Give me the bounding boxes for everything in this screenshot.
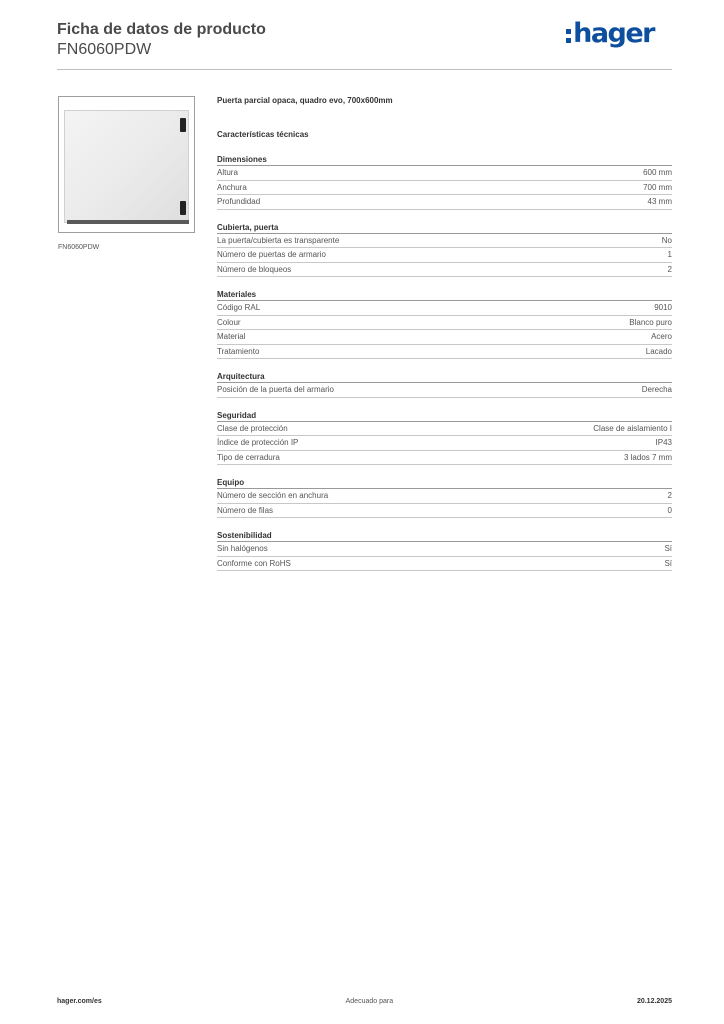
image-caption: FN6060PDW (58, 244, 100, 251)
spec-row (217, 504, 672, 519)
spec-value: Sí (664, 558, 672, 568)
spec-section (217, 154, 672, 210)
product-description: Puerta parcial opaca, quadro evo, 700x600mm (217, 96, 393, 105)
section-title: Dimensiones (217, 154, 672, 166)
spec-section (217, 477, 672, 518)
spec-label: Tratamiento (217, 346, 260, 356)
product-image (58, 96, 195, 233)
spec-label: Sin halógenos (217, 544, 268, 553)
spec-value: 9010 (654, 303, 672, 312)
product-code: FN6060PDW (57, 41, 152, 58)
spec-value: 600 mm (643, 168, 672, 177)
spec-row (217, 422, 672, 437)
spec-value: 43 mm (647, 197, 672, 206)
spec-row (217, 383, 672, 398)
spec-value: IP43 (655, 438, 672, 447)
product-content (217, 96, 672, 571)
spec-row (217, 345, 672, 360)
spec-row (217, 542, 672, 557)
footer-date: 20.12.2025 (636, 998, 672, 1005)
spec-section (217, 222, 672, 278)
footer-center: Adecuado para (345, 998, 394, 1005)
spec-label: Número de bloqueos (217, 264, 292, 274)
spec-value: Lacado (645, 346, 672, 356)
spec-value: 700 mm (643, 182, 672, 192)
spec-row (217, 557, 672, 572)
section-title: Arquitectura (217, 371, 672, 383)
spec-row (217, 195, 672, 210)
logo-colon-icon (566, 29, 571, 43)
section-title: Equipo (217, 477, 672, 489)
lock-icon (180, 201, 186, 215)
spec-value: 2 (667, 491, 672, 500)
spec-row (217, 263, 672, 278)
spec-label: La puerta/cubierta es transparente (217, 235, 340, 245)
spec-section (217, 410, 672, 466)
spec-value: Sí (664, 544, 672, 553)
footer-website: hager.com/es (57, 998, 102, 1005)
hager-logo (566, 20, 654, 48)
spec-row (217, 489, 672, 504)
spec-label: Colour (217, 317, 241, 327)
spec-label: Número de puertas de armario (217, 250, 326, 259)
spec-section (217, 530, 672, 571)
spec-value: 1 (667, 250, 672, 259)
spec-value: 0 (667, 505, 672, 515)
spec-value: 3 lados 7 mm (623, 452, 672, 462)
spec-label: Clase de protección (217, 423, 288, 433)
spec-value: Derecha (641, 385, 672, 394)
spec-row (217, 436, 672, 451)
spec-label: Altura (217, 168, 238, 177)
section-title: Sostenibilidad (217, 530, 672, 542)
spec-value: 2 (667, 264, 672, 274)
spec-value: Acero (651, 332, 672, 341)
spec-label: Índice de protección IP (217, 438, 299, 447)
door-panel-illustration (64, 110, 189, 223)
spec-row (217, 234, 672, 249)
logo-text: hager (573, 18, 654, 49)
spec-label: Código RAL (217, 303, 261, 312)
spec-row (217, 330, 672, 345)
spec-value: Blanco puro (629, 317, 672, 327)
spec-label: Anchura (217, 182, 247, 192)
spec-row (217, 248, 672, 263)
door-edge-shadow (67, 220, 189, 224)
spec-label: Posición de la puerta del armario (217, 385, 334, 394)
spec-value: No (661, 235, 672, 245)
spec-label: Conforme con RoHS (217, 558, 291, 568)
spec-label: Material (217, 332, 246, 341)
section-title: Cubierta, puerta (217, 222, 672, 234)
page-title: Ficha de datos de producto (57, 21, 266, 38)
spec-section (217, 289, 672, 359)
spec-section (217, 371, 672, 398)
spec-row (217, 166, 672, 181)
spec-sections (217, 154, 672, 571)
lock-icon (180, 118, 186, 132)
page-header (57, 20, 672, 70)
spec-row (217, 181, 672, 196)
spec-row (217, 316, 672, 331)
spec-label: Tipo de cerradura (217, 452, 280, 462)
spec-label: Profundidad (217, 197, 261, 206)
spec-row (217, 451, 672, 466)
spec-row (217, 301, 672, 316)
spec-label: Número de filas (217, 505, 274, 515)
section-title: Materiales (217, 289, 672, 301)
spec-value: Clase de aislamiento I (593, 423, 672, 433)
technical-heading: Características técnicas (217, 130, 309, 139)
spec-label: Número de sección en anchura (217, 491, 329, 500)
page-footer (57, 998, 672, 1005)
section-title: Seguridad (217, 410, 672, 422)
